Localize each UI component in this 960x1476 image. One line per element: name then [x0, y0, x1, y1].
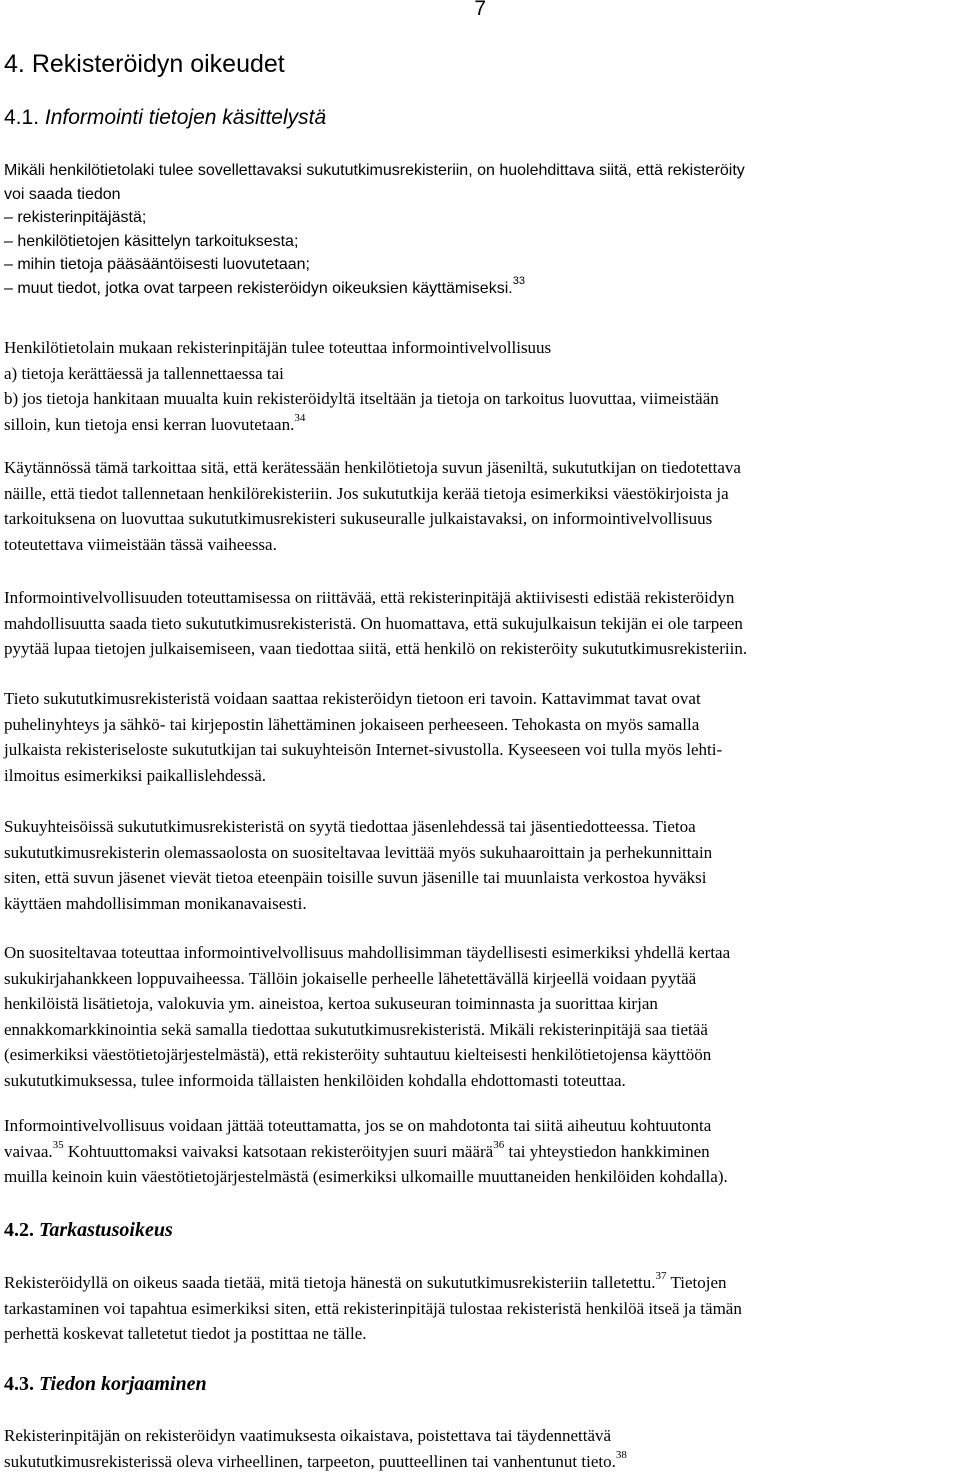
section-4-3-heading: [4, 1373, 207, 1396]
intro-paragraph: [4, 159, 950, 300]
footnote-ref-38[interactable]: 38: [615, 1448, 627, 1461]
paragraph-2: [4, 455, 950, 557]
paragraph-line: sukukirjahankkeen loppuvaiheessa. Tällöin jokaiselle perheelle lähetettävällä kirjeellä voidaan pyytää: [4, 968, 697, 988]
paragraph-line: Informointivelvollisuuden toteuttamisessa on riittävää, että rekisterinpitäjä aktiivisesti edistää rekisteröidyn: [4, 588, 735, 607]
paragraph-line: Henkilötietolain mukaan rekisterinpitäjän tulee toteuttaa informointivelvollisuus: [4, 338, 552, 357]
paragraph-line: ilmoitus esimerkiksi paikallislehdessä.: [4, 765, 267, 785]
intro-list-item: [4, 277, 950, 301]
intro-list-item: – mihin tietoja pääsääntöisesti luovutetaan;: [4, 256, 310, 273]
section-4-2-heading: [4, 1219, 173, 1242]
paragraph-line: ennakkomarkkinointia sekä samalla tiedottaa sukututkimusrekisteristä. Mikäli rekisterinpitäjä saa tietää: [4, 1019, 708, 1039]
section-4-2-title: Tarkastusoikeus: [39, 1219, 173, 1241]
paragraph-text: Tietojen: [666, 1273, 727, 1292]
intro-list-item: – rekisterinpitäjästä;: [4, 209, 147, 226]
section-4-1-title: Informointi tietojen käsittelystä: [44, 106, 327, 129]
paragraph-4: [4, 686, 950, 788]
footnote-ref-33[interactable]: 33: [512, 275, 525, 288]
paragraph-line: tarkoituksena on luovuttaa sukututkimusrekisteri sukuseuralle julkaistavaksi, on informointivelvollisuus: [4, 509, 713, 529]
intro-line: Mikäli henkilötietolaki tulee sovellettavaksi sukututkimusrekisteriin, on huolehdittava siitä, että rekisteröity: [4, 162, 745, 179]
footnote-ref-37[interactable]: 37: [655, 1270, 667, 1283]
paragraph-text: tai yhteystiedon hankkiminen: [504, 1141, 710, 1161]
paragraph-line: sukututkimuksessa, tulee informoida tällaisten henkilöiden kohdalla ehdottomasti toteuttaa.: [4, 1070, 626, 1090]
paragraph-3: [4, 585, 950, 662]
section-4-1-number: 4.1.: [4, 106, 40, 129]
paragraph-line: [4, 412, 950, 438]
section-4-2-paragraph: [4, 1270, 950, 1347]
paragraph-line: siten, että suvun jäsenet vievät tietoa eteenpäin toisille suvun jäsenille tai muunlaista verkostoa hyväksi: [4, 868, 707, 888]
paragraph-line: Sukuyhteisöissä sukututkimusrekisteristä on syytä tiedottaa jäsenlehdessä tai jäsentiedotteessa. Tietoa: [4, 817, 696, 836]
paragraph-line: näille, että tiedot tallennetaan henkilörekisteriin. Jos sukututkija kerää tietoja esimerkiksi väestökirjoista ja: [4, 483, 729, 503]
page-number: 7: [474, 0, 486, 20]
section-4-3-paragraph: [4, 1423, 950, 1474]
paragraph-line: Käytännössä tämä tarkoittaa sitä, että kerätessään henkilötietoja suvun jäseniltä, sukututkijan on tiedotettava: [4, 458, 741, 477]
intro-list-item-text: – muut tiedot, jotka ovat tarpeen rekisteröidyn oikeuksien käyttämiseksi.: [4, 279, 513, 297]
paragraph-line: [4, 1270, 950, 1296]
paragraph-line: toteutettava viimeistään tässä vaiheessa.: [4, 534, 277, 554]
chapter-title: Rekisteröidyn oikeudet: [31, 50, 285, 78]
footnote-ref-34[interactable]: 34: [294, 412, 306, 425]
paragraph-line: Tieto sukututkimusrekisteristä voidaan saattaa rekisteröidyn tietoon eri tavoin. Kattavimmat tavat ovat: [4, 689, 701, 708]
paragraph-text: Kohtuuttomaksi vaivaksi katsotaan rekisteröityjen suuri määrä: [63, 1141, 494, 1161]
paragraph-line: (esimerkiksi väestötietojärjestelmästä), että rekisteröity suhtautuu kielteisesti henkilötietojensa käyttöön: [4, 1045, 712, 1065]
paragraph-line: julkaista rekisteriseloste sukututkijan tai sukuyhteisön Internet-sivustolla. Kyseeseen voi tulla myös lehti-: [4, 740, 723, 760]
footnote-ref-36[interactable]: 36: [493, 1138, 505, 1151]
chapter-heading: [4, 50, 285, 79]
paragraph-text: sukututkimusrekisterissä oleva virheellinen, tarpeeton, puutteellinen tai vanhentunut tieto.: [4, 1451, 616, 1471]
section-4-3-number: 4.3.: [4, 1373, 34, 1395]
section-4-1-heading: [4, 106, 326, 130]
paragraph-text: vaivaa.: [4, 1141, 53, 1161]
footnote-ref-35[interactable]: 35: [52, 1138, 64, 1151]
paragraph-5: [4, 814, 950, 916]
paragraph-line: a) tietoja kerättäessä ja tallennettaessa tai: [4, 363, 284, 383]
paragraph-line: On suositeltavaa toteuttaa informointivelvollisuus mahdollisimman täydellisesti esimerkiksi yhdellä kertaa: [4, 943, 731, 962]
paragraph-line-text: silloin, kun tietoja ensi kerran luovutetaan.: [4, 414, 295, 434]
paragraph-line: henkilöistä lisätietoja, valokuvia ym. aineistoa, kertoa sukuseuran toiminnasta ja suorittaa kirjan: [4, 994, 658, 1014]
paragraph-line: perhettä koskevat talletetut tiedot ja postittaa ne tälle.: [4, 1324, 367, 1344]
section-4-2-number: 4.2.: [4, 1219, 34, 1241]
paragraph-line: sukututkimusrekisterin olemassaolosta on suositeltavaa levittää myös sukuhaaroittain ja perhekunnittain: [4, 842, 713, 862]
paragraph-7: [4, 1113, 950, 1190]
paragraph-line: mahdollisuutta saada tieto sukututkimusrekisteristä. On huomattava, että sukujulkaisun tekijän ei ole tarpeen: [4, 613, 743, 633]
paragraph-line: puhelinyhteys ja sähkö- tai kirjepostin lähettäminen jokaiseen perheeseen. Tehokasta on myös samalla: [4, 714, 700, 734]
paragraph-line: tarkastaminen voi tapahtua esimerkiksi siten, että rekisterinpitäjä tulostaa rekisteristä henkilöä itseä ja tämän: [4, 1298, 742, 1318]
paragraph-line: muilla keinoin kuin väestötietojärjestelmästä (esimerkiksi ulkomaille muuttaneiden henkilöiden kohdalla).: [4, 1167, 728, 1187]
paragraph-line: pyytää lupaa tietojen julkaisemiseen, vaan tiedottaa siitä, että henkilö on rekisteröity sukututkimusrekisteriin.: [4, 639, 748, 659]
chapter-number: 4.: [4, 50, 25, 78]
paragraph-line: Rekisterinpitäjän on rekisteröidyn vaatimuksesta oikaistava, poistettava tai täydennettävä: [4, 1426, 612, 1445]
section-4-3-title: Tiedon korjaaminen: [39, 1373, 207, 1395]
intro-list-item: – henkilötietojen käsittelyn tarkoituksesta;: [4, 232, 299, 250]
paragraph-line: Informointivelvollisuus voidaan jättää toteuttamatta, jos se on mahdotonta tai siitä aiheutuu kohtuutonta: [4, 1116, 712, 1135]
intro-line: voi saada tiedon: [4, 185, 121, 203]
paragraph-line: [4, 1449, 950, 1475]
paragraph-1: [4, 335, 950, 437]
paragraph-text: Rekisteröidyllä on oikeus saada tietää, mitä tietoja hänestä on sukututkimusrekisteriin talletettu.: [4, 1273, 656, 1292]
paragraph-line: käyttäen mahdollisimman monikanavaisesti.: [4, 893, 307, 913]
paragraph-line: [4, 1139, 950, 1165]
paragraph-6: [4, 940, 950, 1094]
paragraph-line: b) jos tietoja hankitaan muualta kuin rekisteröidyltä itseltään ja tietoja on tarkoitus luovuttaa, viimeistään: [4, 389, 719, 409]
